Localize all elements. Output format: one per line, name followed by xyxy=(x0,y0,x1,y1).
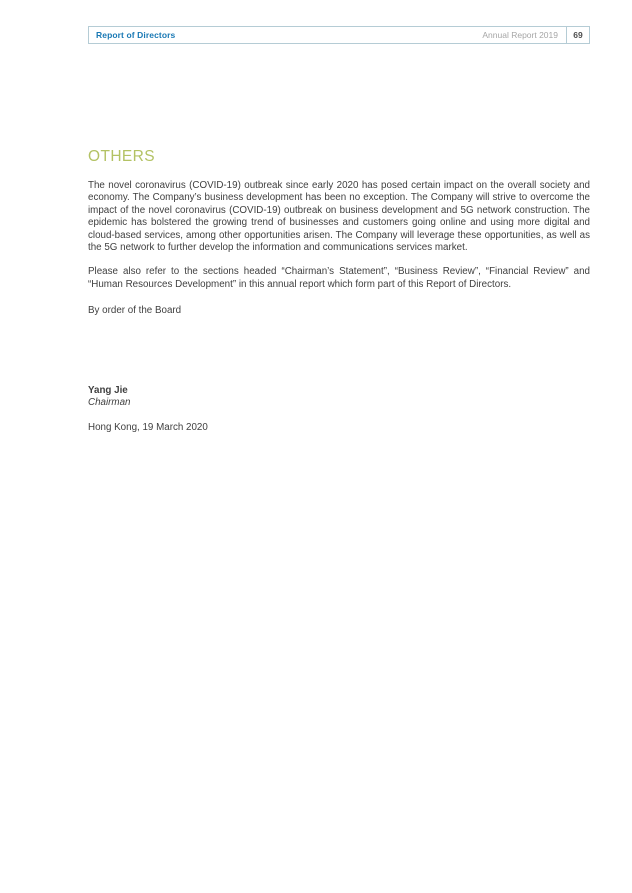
header-section-title: Report of Directors xyxy=(96,30,176,40)
paragraph-cross-reference: Please also refer to the sections headed “Chairman’s Statement”, “Business Review”, “Financial Review” and “Human Resources Development” in this annual report which form part of this Report of Directors. xyxy=(88,266,590,290)
signature-block xyxy=(88,385,590,410)
header-report-title: Annual Report 2019 xyxy=(482,30,558,40)
section-heading-others: OTHERS xyxy=(88,148,155,165)
signatory-title: Chairman xyxy=(88,397,131,409)
header-right-group xyxy=(482,27,590,43)
date-line: Hong Kong, 19 March 2020 xyxy=(88,422,208,434)
document-page xyxy=(0,26,632,893)
page-header xyxy=(88,26,590,44)
signatory-name: Yang Jie xyxy=(88,384,128,396)
page-number: 69 xyxy=(566,27,590,43)
paragraph-covid-impact: The novel coronavirus (COVID-19) outbreak since early 2020 has posed certain impact on the overall society and economy. The Company’s business development has been no exception. The Company will strive to overcome the impact of the novel coronavirus (COVID-19) outbreak on business development and 5G network construction. The epidemic has bolstered the growing trend of businesses and customers going online and using more digital and cloud-based services, among other opportunities arisen. The Company will leverage these opportunities, as well as the 5G network to further develop the information and communications services market. xyxy=(88,180,590,254)
document-content xyxy=(88,148,590,435)
closing-line: By order of the Board xyxy=(88,305,182,317)
